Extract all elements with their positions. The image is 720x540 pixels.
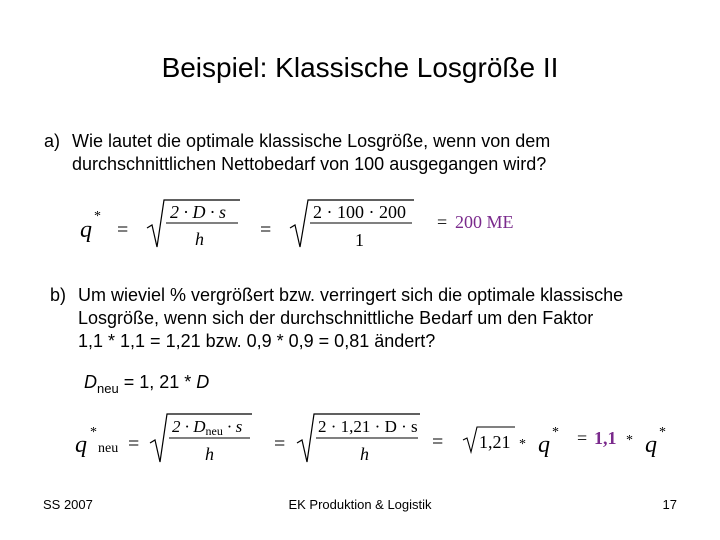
formula-b-frac2-den: h (360, 444, 369, 464)
formula-a-result-eq: = (437, 212, 448, 232)
formula-b-sub: neu (98, 441, 119, 456)
formula-a-frac2-den: 1 (355, 230, 364, 250)
formula-b-eq3: = (432, 431, 444, 453)
formula-b-result: 1,1 (594, 428, 617, 448)
formula-a-eq1: = (117, 219, 129, 241)
part-a-marker: a) (44, 131, 61, 151)
formula-a-star: * (94, 209, 101, 224)
footer-left: SS 2007 (43, 497, 93, 512)
formula-b-sqrt-val: 1,21 (479, 432, 511, 452)
slide-title: Beispiel: Klassische Losgröße II (161, 52, 559, 83)
part-b-line1: Um wieviel % vergrößert bzw. verringert sich die optimale klassische (78, 285, 624, 305)
part-b-marker: b) (50, 285, 67, 305)
formula-a-frac1-num: 2 · D · s (170, 202, 227, 222)
part-a-line1: Wie lautet die optimale klassische Losgröße, wenn von dem (72, 131, 551, 151)
part-b-line3: 1,1 * 1,1 = 1,21 bzw. 0,9 * 0,9 = 0,81 ändert? (78, 331, 436, 351)
formula-b-result-eq: = (577, 428, 588, 448)
dneu-d2: D (196, 372, 210, 392)
formula-b-frac1-den: h (205, 444, 214, 464)
formula-b (0, 400, 720, 475)
formula-b-q: q (75, 432, 87, 458)
part-a-line2: durchschnittlichen Nettobedarf von 100 ausgegangen wird? (72, 154, 547, 174)
formula-b-q3-star: * (659, 425, 666, 440)
formula-b-times1: * (519, 437, 526, 452)
formula-b-frac2-num: 2 · 1,21 · D · s (318, 417, 418, 436)
formula-b-star: * (90, 425, 97, 440)
formula-a-frac1-den: h (195, 229, 204, 249)
formula-b-times2: * (626, 433, 633, 448)
formula-a-q: q (80, 217, 92, 243)
formula-a-frac2-num: 2 · 100 · 200 (313, 202, 406, 222)
dneu-sub: neu (97, 381, 119, 396)
footer-center: EK Produktion & Logistik (288, 497, 432, 512)
formula-b-q3: q (645, 432, 657, 458)
formula-a (0, 190, 720, 260)
formula-a-eq2: = (260, 219, 272, 241)
formula-b-eq2: = (274, 433, 286, 455)
formula-a-result: 200 ME (455, 212, 514, 232)
part-b-line2: Losgröße, wenn sich der durchschnittliche Bedarf um den Faktor (78, 308, 594, 328)
formula-b-eq1: = (128, 433, 140, 455)
dneu-d: D (84, 372, 97, 392)
dneu-definition (84, 371, 209, 395)
page-number: 17 (662, 497, 677, 512)
formula-b-q2-star: * (552, 425, 559, 440)
formula-b-frac1-num: 2 · Dneu · s (172, 417, 243, 438)
formula-b-q2: q (538, 432, 550, 458)
dneu-rest: = 1, 21 * (118, 372, 197, 392)
